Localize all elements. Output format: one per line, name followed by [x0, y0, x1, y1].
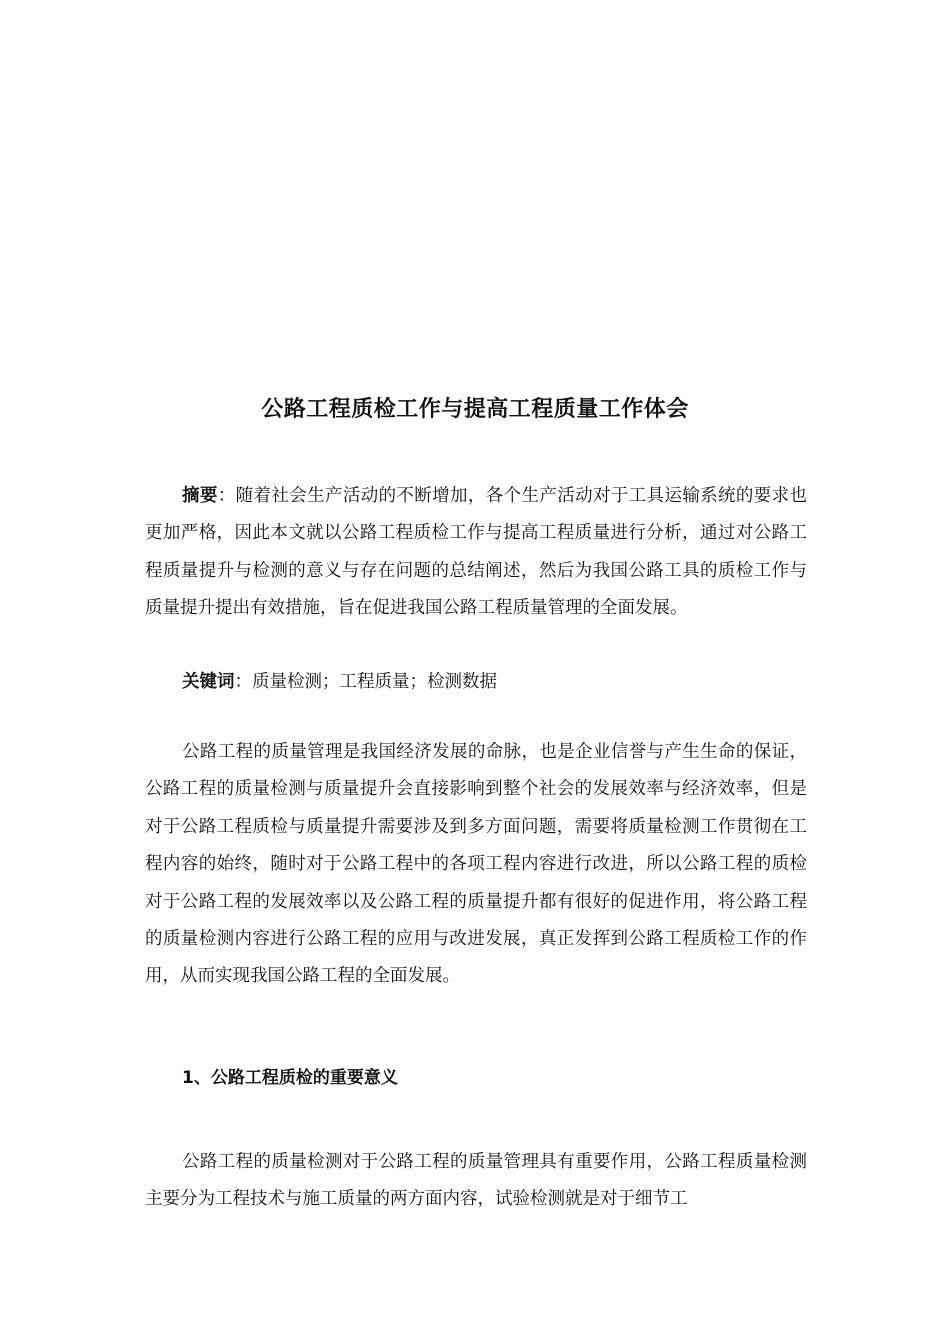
abstract-separator: ：: [217, 486, 236, 506]
abstract-text: 随着社会生产活动的不断增加，各个生产活动对于工具运输系统的要求也更加严格，因此本文就以公路工程质检工作与提高工程质量进行分析，通过对公路工程质量提升与检测的意义与存在问题的总结阐述，然后为我国公路工具的质检工作与质量提升提出有效措施，旨在促进我国公路工程质量管理的全面发展。: [145, 486, 808, 619]
intro-paragraph: 公路工程的质量管理是我国经济发展的命脉，也是企业信誉与产生生命的保证，公路工程的质量检测与质量提升会直接影响到整个社会的发展效率与经济效率，但是对于公路工程质检与质量提升需要涉及到多方面问题，需要将质量检测工作贯彻在工程内容的始终，随时对于公路工程中的各项工程内容进行改进，所以公路工程的质检对于公路工程的发展效率以及公路工程的质量提升都有很好的促进作用，将公路工程的质量检测内容进行公路工程的应用与改进发展，真正发挥到公路工程质检工作的作用，从而实现我国公路工程的全面发展。: [145, 742, 807, 987]
section-paragraph: 公路工程的质量检测对于公路工程的质量管理具有重要作用，公路工程质量检测主要分为工程技术与施工质量的两方面内容，试验检测就是对于细节工: [145, 1152, 807, 1210]
keywords-paragraph: [145, 664, 807, 701]
abstract-paragraph: [145, 478, 807, 628]
document-title: 公路工程质检工作与提高工程质量工作体会: [261, 397, 689, 422]
keywords-text: 质量检测；工程质量；检测数据: [252, 672, 497, 692]
section-heading: 1、公路工程质检的重要意义: [182, 1068, 398, 1088]
keywords-separator: ：: [234, 672, 252, 692]
abstract-label: 摘要: [182, 486, 218, 506]
keywords-label: 关键词: [182, 672, 235, 692]
